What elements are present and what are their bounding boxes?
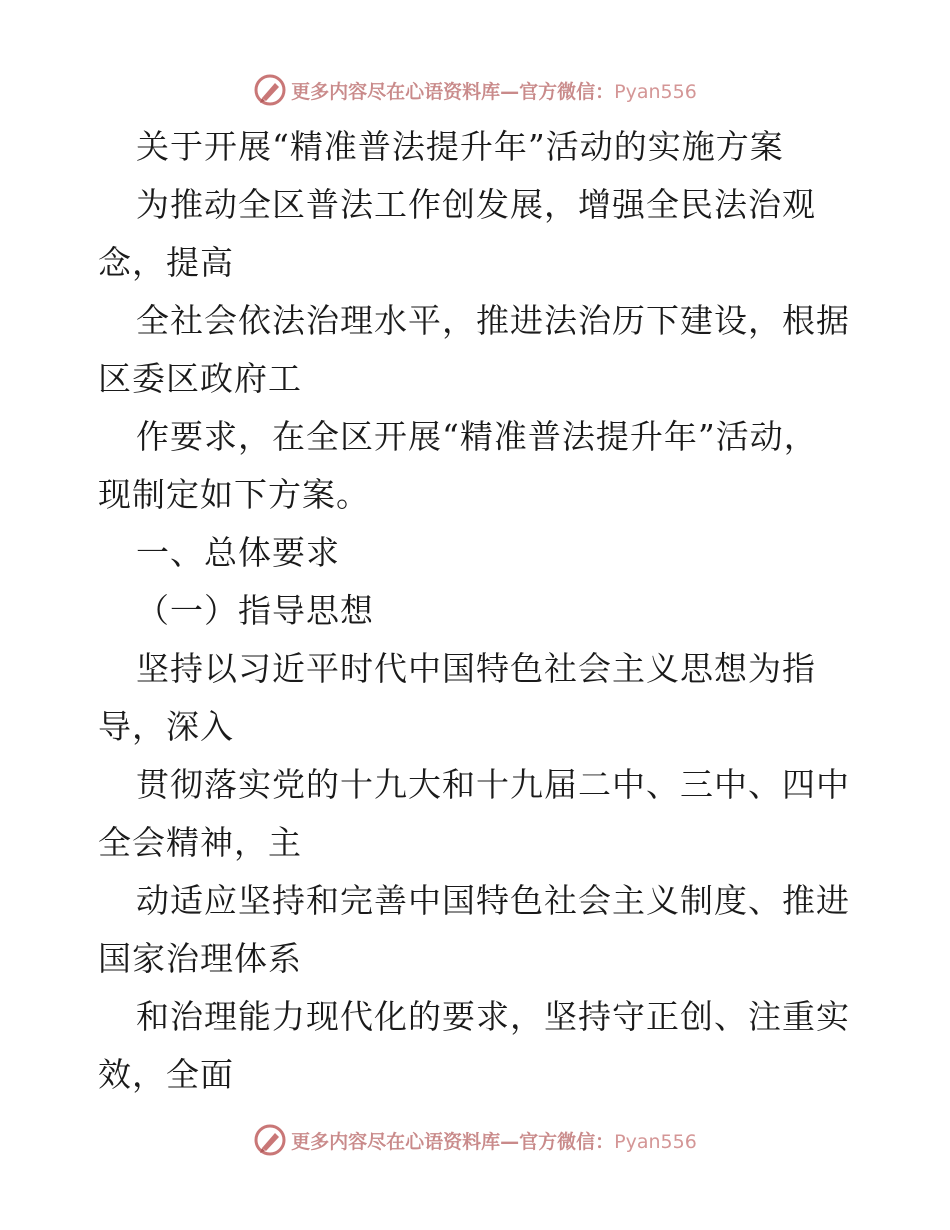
text-line: 一、总体要求 xyxy=(136,533,340,572)
text-line: 为推动全区普法工作创发展，增强全民法治观 xyxy=(136,185,816,224)
text-line: 全会精神，主 xyxy=(98,823,302,862)
text-line: 现制定如下方案。 xyxy=(98,475,370,514)
text-line: （一）指导思想 xyxy=(136,591,374,630)
header-watermark xyxy=(0,70,950,110)
text-line: 念，提高 xyxy=(98,243,234,282)
text-line: 区委区政府工 xyxy=(98,359,302,398)
wechat-id: Pyan556 xyxy=(614,1130,697,1153)
text-line: 作要求，在全区开展“精准普法提升年”活动， xyxy=(136,417,818,456)
text-line: 全社会依法治理水平，推进法治历下建设，根据 xyxy=(136,301,850,340)
text-line: 效，全面 xyxy=(98,1055,234,1094)
text-line: 关于开展“精准普法提升年”活动的实施方案 xyxy=(136,127,784,166)
text-line: 动适应坚持和完善中国特色社会主义制度、推进 xyxy=(136,881,850,920)
watermark-text: 更多内容尽在心语资料库—官方微信：Pyan556 xyxy=(291,1130,697,1153)
text-line: 国家治理体系 xyxy=(98,939,302,978)
pen-logo-icon xyxy=(253,73,287,107)
wechat-id: Pyan556 xyxy=(614,80,697,103)
text-line: 坚持以习近平时代中国特色社会主义思想为指 xyxy=(136,649,816,688)
document-body xyxy=(98,118,858,1104)
watermark-text: 更多内容尽在心语资料库—官方微信：Pyan556 xyxy=(291,80,697,103)
text-line: 贯彻落实党的十九大和十九届二中、三中、四中 xyxy=(136,765,850,804)
footer-watermark xyxy=(0,1120,950,1160)
text-line: 和治理能力现代化的要求，坚持守正创、注重实 xyxy=(136,997,850,1036)
pen-logo-icon xyxy=(253,1123,287,1157)
text-line: 导，深入 xyxy=(98,707,234,746)
